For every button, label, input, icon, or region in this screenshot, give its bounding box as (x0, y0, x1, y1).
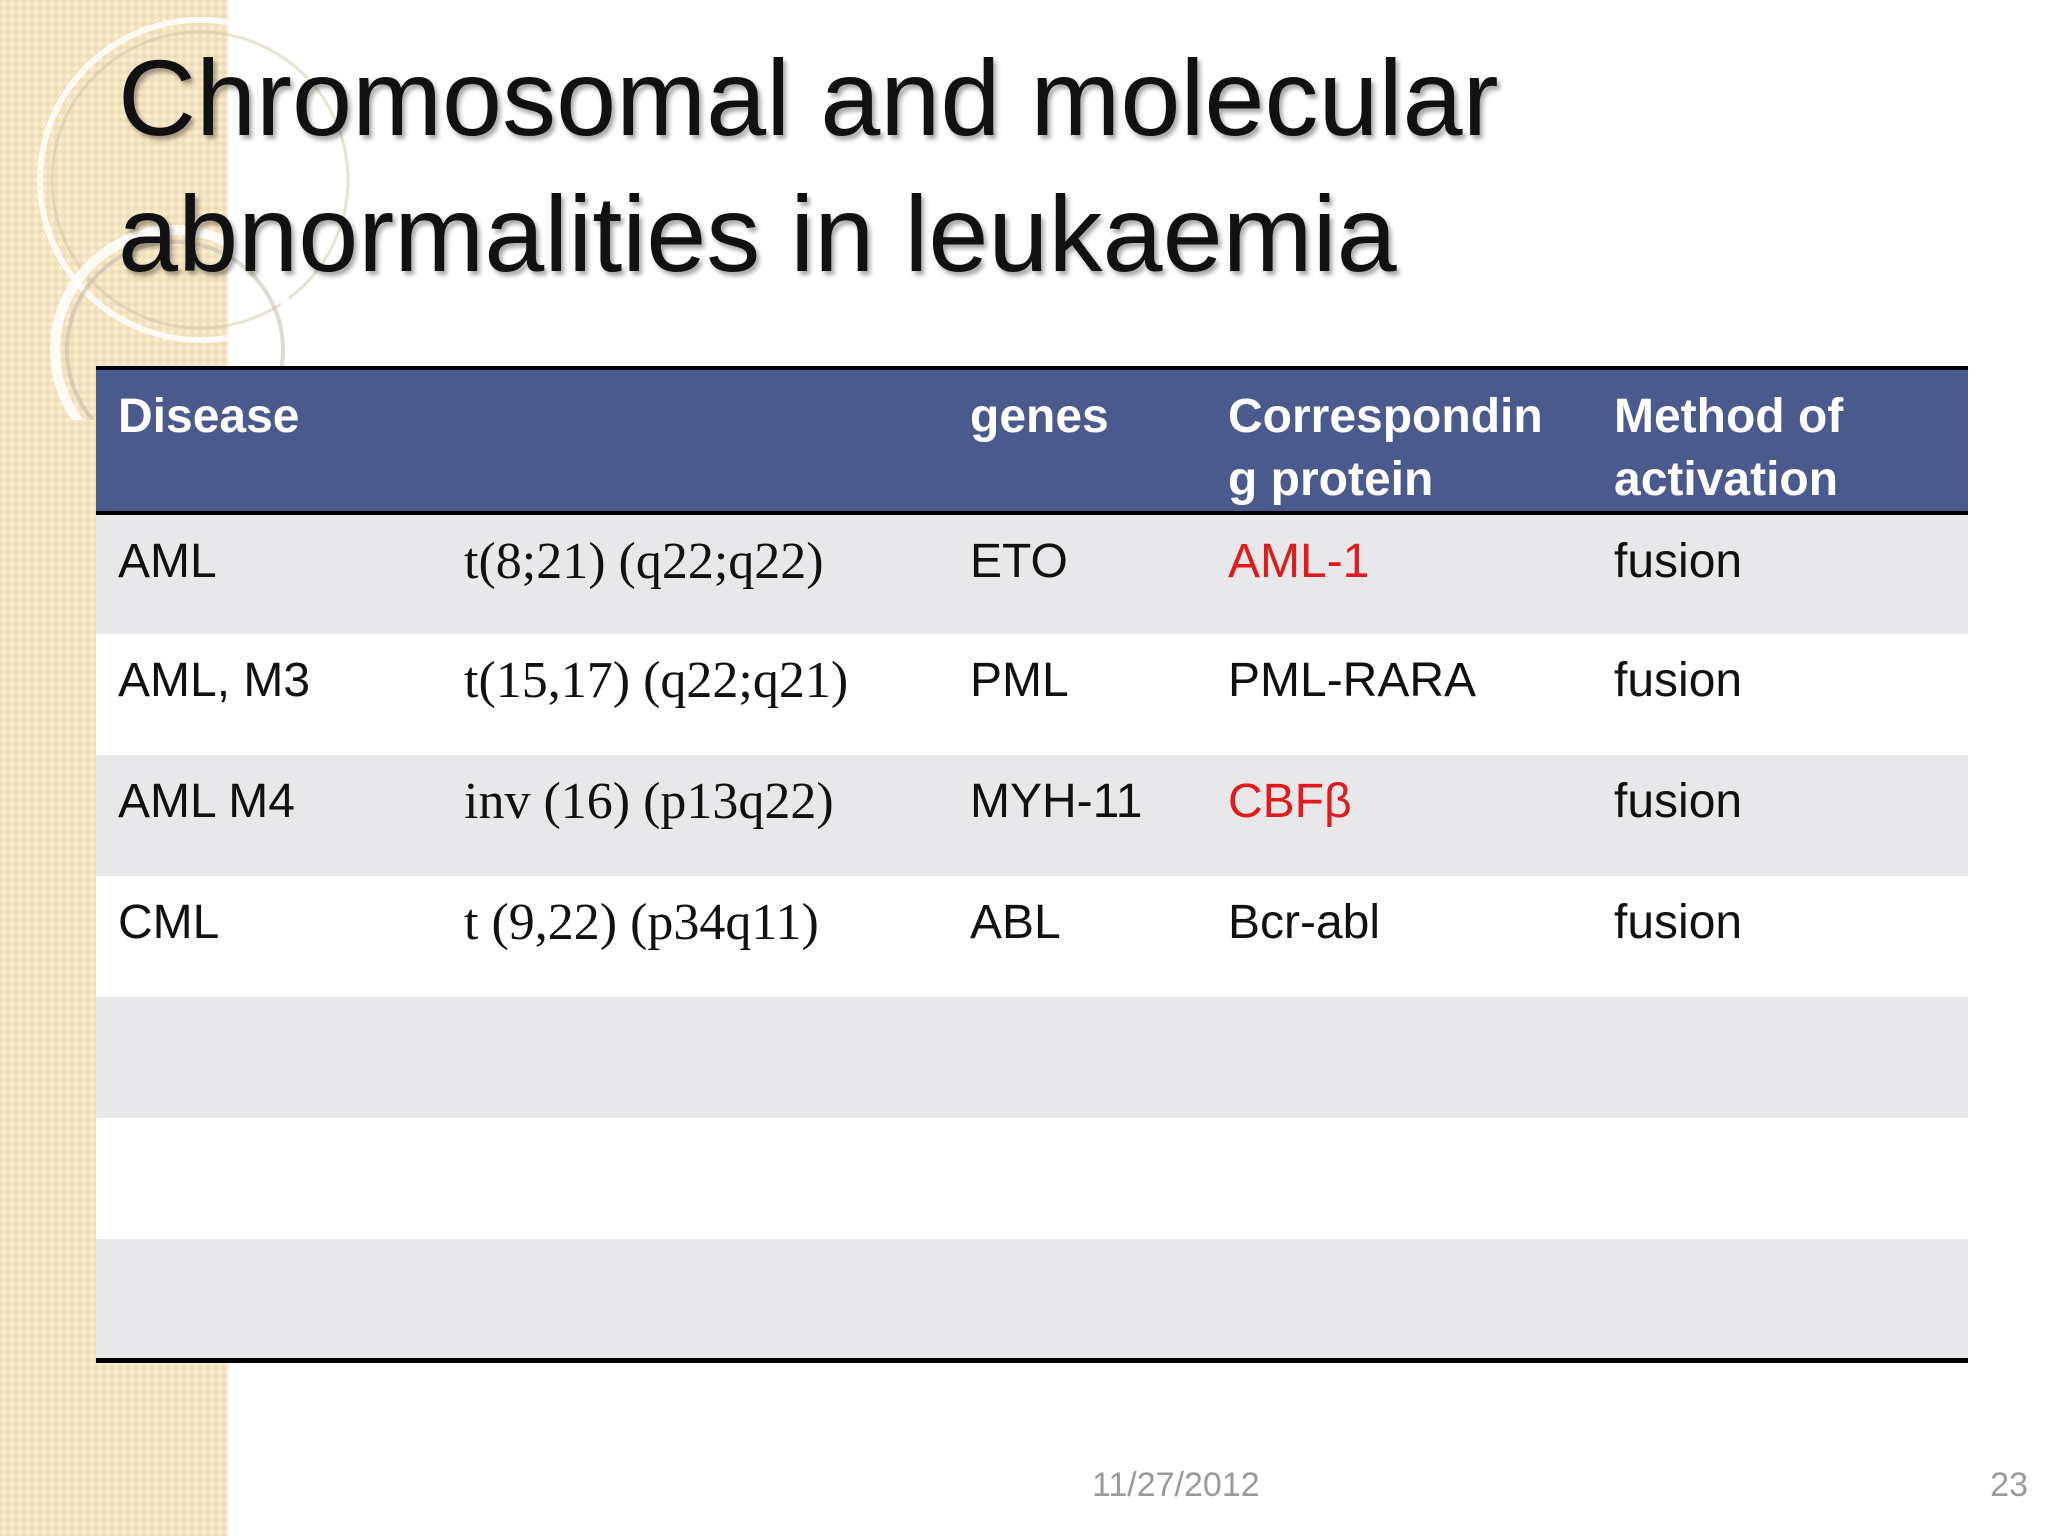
header-disease: Disease (96, 368, 452, 513)
table-row-empty (96, 1239, 1968, 1360)
cell-gene: PML (970, 654, 1069, 707)
cell-disease (96, 1239, 452, 1360)
cell-disease: CML (118, 896, 220, 949)
table-row-empty (96, 1118, 1968, 1239)
cell-gene: MYH-11 (970, 775, 1143, 828)
cell-method: fusion (1614, 654, 1743, 707)
slide-title-line-1: Chromosomal and molecular (118, 37, 1499, 158)
footer-date: 11/27/2012 (1092, 1466, 1260, 1504)
table-row (96, 634, 1968, 755)
cell-protein: PML-RARA (1228, 654, 1477, 707)
cell-disease: AML (118, 535, 217, 588)
cell-abnormality: t(8;21) (q22;q22) (464, 533, 824, 590)
cell-disease: AML, M3 (118, 654, 311, 707)
slide-title-line-2: abnormalities in leukaemia (118, 173, 1397, 294)
header-genes: genes (948, 368, 1206, 513)
cell-protein (1206, 997, 1592, 1118)
cell-gene: ETO (970, 535, 1068, 588)
header-corresponding-protein: Correspondin g protein (1206, 368, 1592, 513)
cell-disease (96, 1118, 452, 1239)
leukaemia-abnormalities-table (96, 366, 1968, 1363)
table-row (96, 876, 1968, 997)
cell-protein (1206, 1118, 1592, 1239)
cell-abnormality: t (9,22) (p34q11) (464, 894, 819, 951)
cell-abnormality (452, 997, 948, 1118)
cell-abnormality: t(15,17) (q22;q21) (464, 652, 849, 709)
cell-method: fusion (1614, 775, 1743, 828)
header-method-of-activation: Method of activation (1592, 368, 1968, 513)
cell-protein: CBFβ (1228, 775, 1352, 828)
cell-method (1592, 1239, 1968, 1360)
table-row (96, 755, 1968, 876)
cell-protein: AML-1 (1228, 535, 1370, 588)
cell-disease (96, 997, 452, 1118)
table-header-row (96, 368, 1968, 513)
page-number: 23 (1990, 1466, 2028, 1504)
table-row (96, 513, 1968, 634)
cell-method (1592, 1118, 1968, 1239)
cell-method: fusion (1614, 896, 1743, 949)
slide-title (118, 30, 1499, 302)
cell-abnormality: inv (16) (p13q22) (464, 773, 834, 830)
cell-gene (948, 997, 1206, 1118)
cell-abnormality (452, 1239, 948, 1360)
cell-gene: ABL (970, 896, 1061, 949)
cell-protein: Bcr-abl (1228, 896, 1381, 949)
cell-method (1592, 997, 1968, 1118)
cell-abnormality (452, 1118, 948, 1239)
cell-gene (948, 1118, 1206, 1239)
table-row-empty (96, 997, 1968, 1118)
cell-gene (948, 1239, 1206, 1360)
cell-disease: AML M4 (118, 775, 295, 828)
cell-method: fusion (1614, 535, 1743, 588)
cell-protein (1206, 1239, 1592, 1360)
header-abnormality (452, 368, 948, 513)
